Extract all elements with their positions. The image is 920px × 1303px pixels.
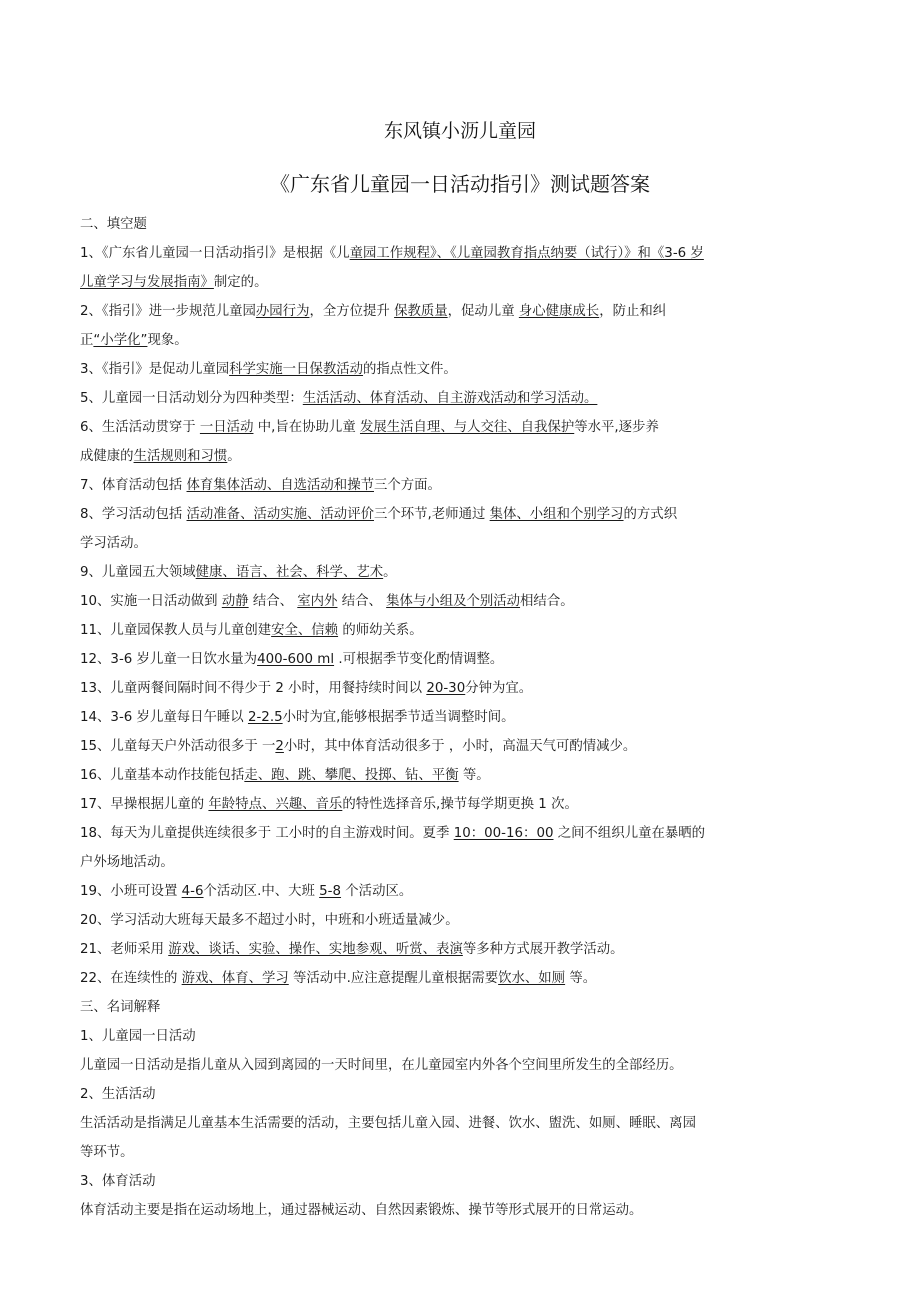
term-2-title: 2、生活活动 (80, 1087, 156, 1102)
term-1-definition: 儿童园一日活动是指儿童从入园到离园的一天时间里，在儿童园室内外各个空间里所发生的全部经历。 (80, 1058, 683, 1073)
question-19: 19、小班可设置 4-6个活动区.中、大班 5-8 个活动区。 (80, 884, 413, 899)
answer-blank: 饮水、如厕 (498, 971, 566, 986)
answer-blank: 童园工作规程》、《儿童园教育指点纳要（试行）》和《3-6 岁 (349, 246, 704, 261)
answer-blank: 集体、小组和个别学习 (489, 507, 624, 522)
school-name: 东风镇小沥儿童园 (383, 120, 536, 142)
answer-blank: 集体与小组及个别活动 (386, 594, 521, 609)
term-3-definition: 体育活动主要是指在运动场地上，通过器械运动、自然因素锻炼、操节等形式展开的日常运动。 (80, 1203, 643, 1218)
question-18-cont: 户外场地活动。 (80, 855, 174, 870)
question-7: 7、体育活动包括 体育集体活动、自选活动和操节三个方面。 (80, 478, 441, 493)
term-2-definition-cont: 等环节。 (80, 1145, 134, 1160)
answer-blank: 年龄特点、兴趣、音乐 (208, 797, 343, 812)
question-18: 18、每天为儿童提供连续很多于 工小时的自主游戏时间。夏季 10：00-16：00 之间不组织儿童在暴晒的 (80, 826, 706, 841)
answer-blank: 走、跑、跳、攀爬、投掷、钻、平衡 (244, 768, 459, 783)
answer-blank: 10：00-16：00 (453, 826, 554, 841)
answer-blank: 游戏、体育、学习 (181, 971, 289, 986)
question-17: 17、早操根据儿童的 年龄特点、兴趣、音乐的特性选择音乐,操节每学期更换 1 次。 (80, 797, 578, 812)
answer-blank: 2-2.5 (247, 710, 283, 725)
question-14: 14、3-6 岁儿童每日午睡以 2-2.5小时为宜,能够根据季节适当调整时间。 (80, 710, 515, 725)
answer-blank: 办园行为 (255, 304, 310, 319)
answer-blank: 科学实施一日保教活动 (229, 362, 364, 377)
answer-blank: 保教质量 (394, 304, 448, 319)
question-11: 11、儿童园保教人员与儿童创建安全、信赖 的师幼关系。 (80, 623, 423, 638)
answer-blank: 发展生活自理、与人交往、自我保护 (359, 420, 575, 435)
document-body (80, 210, 800, 1225)
question-2: 2、《指引》进一步规范儿童园办园行为，全方位提升 保教质量，促动儿童 身心健康成长，防止和纠 (80, 304, 667, 319)
answer-blank: 安全、信赖 (271, 623, 339, 638)
question-3: 3、《指引》是促动儿童园科学实施一日保教活动的指点性文件。 (80, 362, 457, 377)
answer-blank: 体育集体活动、自选活动和操节 (186, 478, 374, 493)
question-20: 20、学习活动大班每天最多不超过小时，中班和小班适量减少。 (80, 913, 459, 928)
question-13: 13、儿童两餐间隔时间不得少于 2 小时，用餐持续时间以 20-30分钟为宜。 (80, 681, 533, 696)
question-5: 5、儿童园一日活动划分为四种类型：生活活动、体育活动、自主游戏活动和学习活动。 (80, 391, 598, 406)
answer-blank: 生活规则和习惯 (133, 449, 228, 464)
answer-blank: 4-6 (181, 884, 204, 899)
question-12: 12、3-6 岁儿童一日饮水量为400-600 ml .可根据季节变化酌情调整。 (80, 652, 504, 667)
term-1-title: 1、儿童园一日活动 (80, 1029, 196, 1044)
term-2-definition: 生活活动是指满足儿童基本生活需要的活动，主要包括儿童入园、进餐、饮水、盥洗、如厕、睡眠、离园 (80, 1116, 696, 1131)
question-22: 22、在连续性的 游戏、体育、学习 等活动中.应注意提醒儿童根据需要饮水、如厕 等。 (80, 971, 597, 986)
question-6: 6、生活活动贯穿于 一日活动 中,旨在协助儿童 发展生活自理、与人交往、自我保护等水平,逐步养 (80, 420, 659, 435)
answer-blank: 20-30 (426, 681, 466, 696)
question-1-cont: 儿童学习与发展指南》制定的。 (80, 275, 268, 290)
question-8: 8、学习活动包括 活动准备、活动实施、活动评价三个环节,老师通过 集体、小组和个别学习的方式织 (80, 507, 678, 522)
question-10: 10、实施一日活动做到 动静 结合、 室内外 结合、 集体与小组及个别活动相结合。 (80, 594, 574, 609)
answer-blank: “小学化” (93, 333, 148, 348)
answer-blank: 身心健康成长 (518, 304, 600, 319)
answer-blank: 生活活动、体育活动、自主游戏活动和学习活动。 (302, 391, 598, 406)
answer-blank: 5-8 (319, 884, 342, 899)
answer-blank: 健康、语言、社会、科学、艺术 (195, 565, 384, 580)
question-9: 9、儿童园五大领域健康、语言、社会、科学、艺术。 (80, 565, 397, 580)
answer-blank: 400-600 ml (257, 652, 335, 667)
answer-blank: 2 (275, 739, 284, 754)
question-15: 15、儿童每天户外活动很多于 一2小时，其中体育活动很多于 ，小时，高温天气可酌情减少。 (80, 739, 637, 754)
question-1: 1、《广东省儿童园一日活动指引》是根据《儿童园工作规程》、《儿童园教育指点纳要（试行）》和《3-6 岁 (80, 246, 704, 261)
question-8-cont: 学习活动。 (80, 536, 147, 551)
question-16: 16、儿童基本动作技能包括走、跑、跳、攀爬、投掷、钻、平衡 等。 (80, 768, 490, 783)
term-3-title: 3、体育活动 (80, 1174, 156, 1189)
answer-blank: 活动准备、活动实施、活动评价 (186, 507, 374, 522)
answer-blank: 室内外 (297, 594, 338, 609)
section-heading-fill-in: 二、填空题 (80, 217, 147, 232)
answer-blank: 动静 (221, 594, 249, 609)
document-title: 《广东省儿童园一日活动指引》测试题答案 (270, 172, 650, 196)
question-2-cont: 正“小学化”现象。 (80, 333, 188, 348)
question-21: 21、老师采用 游戏、谈话、实验、操作、实地参观、听赏、表演等多种方式展开教学活动。 (80, 942, 624, 957)
answer-blank: 儿童学习与发展指南》 (80, 275, 214, 290)
section-heading-definitions: 三、名词解释 (80, 1000, 161, 1015)
question-6-cont: 成健康的生活规则和习惯。 (80, 449, 241, 464)
answer-blank: 一日活动 (199, 420, 254, 435)
answer-blank: 游戏、谈话、实验、操作、实地参观、听赏、表演 (168, 942, 463, 957)
